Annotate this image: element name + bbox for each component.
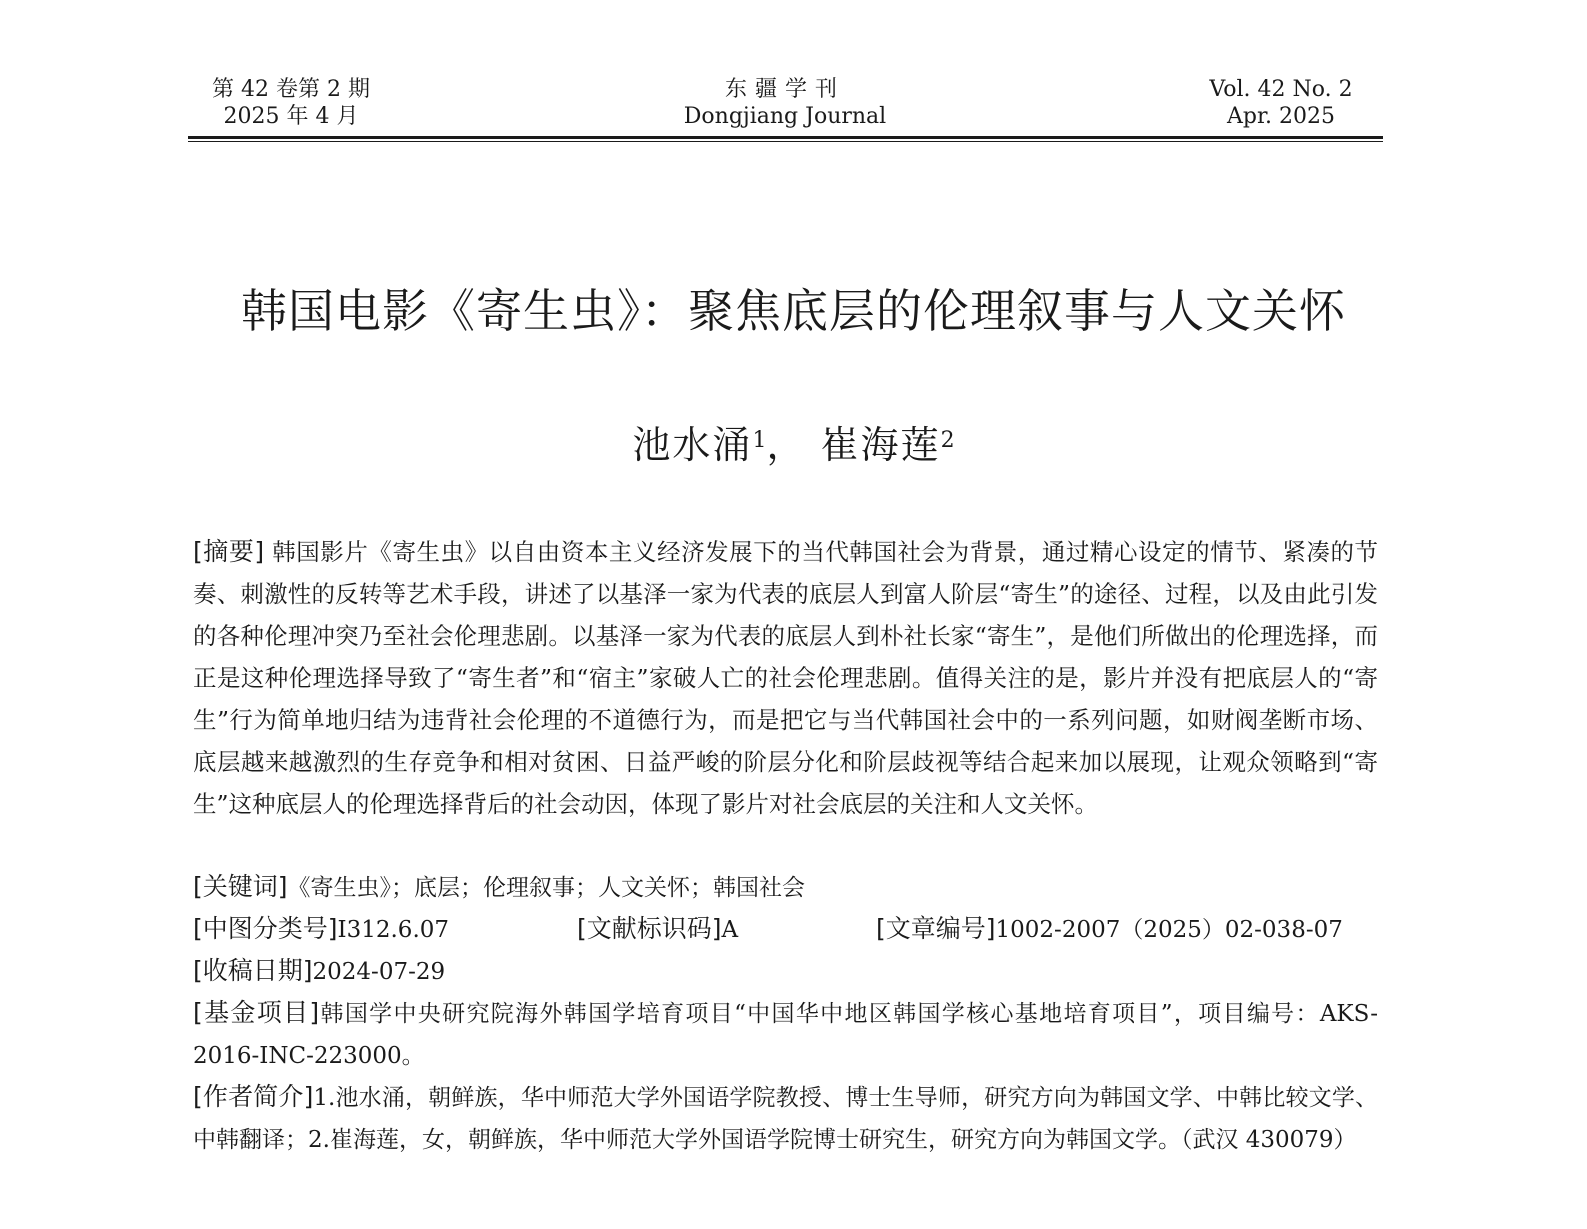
received-date bbox=[193, 950, 1378, 993]
author-affiliation-mark: 1 bbox=[752, 428, 767, 453]
bio-label: [作者简介] bbox=[193, 1082, 314, 1111]
date-cn: 2025 年 4 月 bbox=[223, 104, 359, 129]
keywords-text: 《寄生虫》；底层；伦理叙事；人文关怀；韩国社会 bbox=[287, 875, 806, 901]
doc-code-label: [文献标识码] bbox=[577, 914, 722, 943]
classification-row bbox=[193, 908, 1378, 950]
fund-label: [基金项目] bbox=[193, 998, 320, 1027]
header-rule-thick bbox=[188, 136, 1383, 139]
classification-value: I312.6.07 bbox=[337, 917, 450, 943]
volume-en: Vol. 42 No. 2 bbox=[1209, 77, 1353, 102]
author-bio bbox=[193, 1076, 1378, 1161]
article-title: 韩国电影《寄生虫》：聚焦底层的伦理叙事与人文关怀 bbox=[241, 284, 1346, 338]
author-affiliation-mark: 2 bbox=[940, 428, 955, 453]
classification-field bbox=[193, 908, 449, 951]
doc-code-value: A bbox=[721, 917, 739, 943]
journal-name-en: Dongjiang Journal bbox=[683, 104, 887, 129]
keywords-label: [关键词] bbox=[193, 872, 288, 901]
received-label: [收稿日期] bbox=[193, 956, 313, 985]
abstract bbox=[193, 531, 1378, 825]
received-value: 2024-07-29 bbox=[312, 959, 446, 985]
article-no-label: [文章编号] bbox=[876, 914, 996, 943]
keywords bbox=[193, 866, 1378, 909]
author-separator: ， bbox=[766, 423, 807, 467]
author-name: 池水涌 bbox=[632, 423, 753, 467]
header-rule-thin bbox=[188, 141, 1383, 142]
author-name: 崔海莲 bbox=[820, 423, 941, 467]
classification-label: [中图分类号] bbox=[193, 914, 338, 943]
date-en: Apr. 2025 bbox=[1226, 104, 1336, 129]
fund-text: 韩国学中央研究院海外韩国学培育项目“中国华中地区韩国学核心基地培育项目”，项目编号：AKS-2016-INC-223000。 bbox=[193, 1001, 1378, 1069]
volume-cn: 第 42 卷第 2 期 bbox=[212, 77, 370, 102]
bio-text: 1.池水涌，朝鲜族，华中师范大学外国语学院教授、博士生导师，研究方向为韩国文学、中韩比较文学、中韩翻译；2.崔海莲，女，朝鲜族，华中师范大学外国语学院博士研究生，研究方向为韩国文学。（武汉 430079） bbox=[193, 1085, 1378, 1153]
fund-info bbox=[193, 992, 1378, 1077]
header-right bbox=[1196, 76, 1366, 130]
author-line bbox=[0, 421, 1587, 469]
abstract-text: 韩国影片《寄生虫》以自由资本主义经济发展下的当代韩国社会为背景，通过精心设定的情节、紧凑的节奏、刺激性的反转等艺术手段，讲述了以基泽一家为代表的底层人到富人阶层“寄生”的途径、过程，以及由此引发的各种伦理冲突乃至社会伦理悲剧。以基泽一家为代表的底层人到朴社长家“寄生”，是他们所做出的伦理选择，而正是这种伦理选择导致了“寄生者”和“宿主”家破人亡的社会伦理悲剧。值得关注的是，影片并没有把底层人的“寄生”行为简单地归结为违背社会伦理的不道德行为，而是把它与当代韩国社会中的一系列问题，如财阀垄断市场、底层越来越激烈的生存竞争和相对贫困、日益严峻的阶层分化和阶层歧视等结合起来加以展现，让观众领略到“寄生”这种底层人的伦理选择背后的社会动因，体现了影片对社会底层的关注和人文关怀。 bbox=[193, 538, 1378, 818]
article-no-value: 1002-2007（2025）02-038-07 bbox=[995, 917, 1343, 943]
article-no-field bbox=[876, 908, 1343, 951]
header-left bbox=[206, 76, 376, 130]
running-header bbox=[188, 76, 1383, 132]
journal-name-cn: 东疆学刊 bbox=[724, 77, 845, 102]
abstract-label: [摘要] bbox=[193, 537, 265, 566]
doc-code-field bbox=[577, 908, 738, 951]
header-center bbox=[635, 76, 935, 130]
